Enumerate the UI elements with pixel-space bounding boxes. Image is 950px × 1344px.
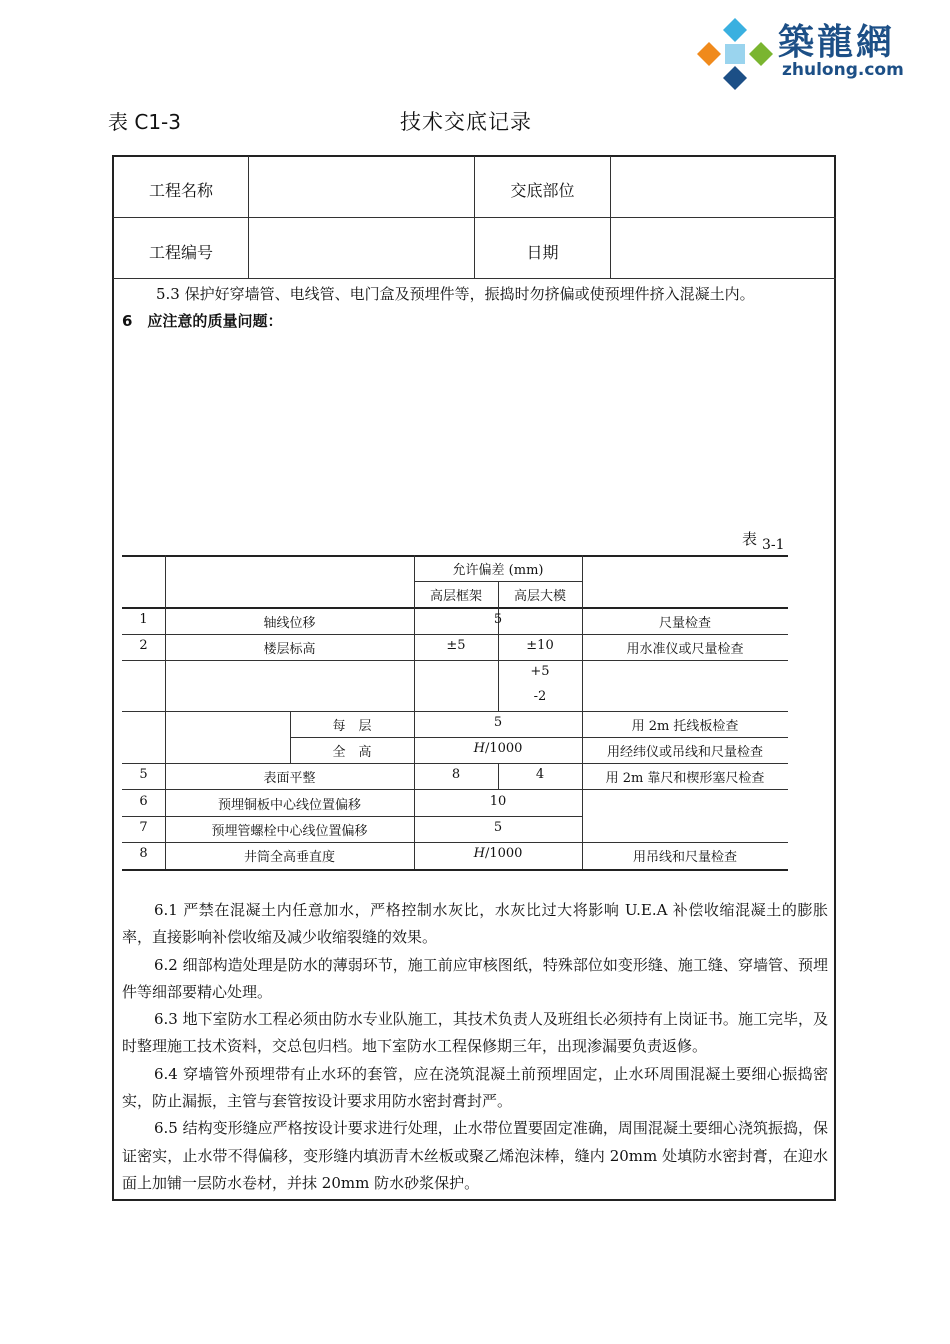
paragraph-5-3: 5.3 保护好穿墙管、电线管、电门盒及预埋件等，振捣时勿挤偏或使预埋件挤入混凝土内。 — [156, 285, 755, 303]
row4-each-floor-value: 5 — [493, 715, 503, 730]
row1-no: 1 — [139, 612, 148, 627]
row5-method: 用 2m 靠尺和楔形塞尺检查 — [605, 771, 765, 786]
location-label: 交底部位 — [510, 181, 575, 200]
section-6-heading: 6 应注意的质量问题： — [122, 312, 283, 330]
table-caption-prefix: 表 — [742, 530, 758, 548]
info-bottom-divider — [113, 278, 836, 279]
row2-frame: ±5 — [446, 638, 466, 653]
form-number: 表 C1-3 — [108, 110, 181, 134]
logo-center — [725, 44, 745, 64]
row8-no: 8 — [139, 846, 148, 861]
note-6-5: 6.5 结构变形缝应严格按设计要求进行处理，止水带位置要固定准确，周围混凝土要细心浇筑振捣，保证密实，止水带不得偏移，变形缝内填沥青木丝板或聚乙烯泡沫棒，缝内 20mm 处填防水密封膏，在迎水面上加铺一层防水卷材，并抹 20mm 防水砂浆保护。 — [122, 1119, 828, 1192]
table-bottom-rule — [122, 869, 788, 871]
col-high-rise-mould: 高层大模 — [513, 589, 566, 604]
row6-value: 10 — [489, 794, 507, 809]
logo-chinese-name: 築龍網 — [778, 22, 896, 63]
logo-diamond-bottom — [723, 66, 747, 90]
table-col-tol-divider — [582, 555, 583, 869]
row4-each-floor-method: 用 2m 托线板检查 — [631, 719, 739, 734]
zhulong-logo — [695, 12, 775, 92]
row2-no: 2 — [139, 638, 148, 653]
logo-diamond-top — [723, 18, 747, 42]
note-6-3: 6.3 地下室防水工程必须由防水专业队施工，其技术负责人及班组长必须持有上岗证书。施工完毕，及时整理施工技术资料，交总包归档。地下室防水工程保修期三年，出现渗漏要负责返修。 — [122, 1010, 828, 1056]
quality-notes — [122, 897, 828, 1197]
row8-value — [414, 846, 582, 861]
row5-mould: 4 — [535, 767, 545, 782]
row8-item: 井筒全高垂直度 — [243, 850, 335, 865]
row8-ratio: /1000 — [484, 846, 523, 861]
info-col-divider-3 — [610, 156, 611, 278]
col-high-rise-frame: 高层框架 — [429, 589, 482, 604]
note-6-1: 6.1 严禁在混凝土内任意加水，严格控制水灰比，水灰比过大将影响 U.E.A 补偿收缩混凝土的膨胀率，直接影响补偿收缩及减少收缩裂缝的效果。 — [122, 901, 828, 947]
project-name-label: 工程名称 — [148, 181, 213, 200]
row1-method: 尺量检查 — [658, 616, 711, 631]
table-row-rule-2 — [122, 660, 788, 661]
row2-item: 楼层标高 — [263, 642, 316, 657]
row3-mould-lower: -2 — [533, 689, 547, 704]
row2-method: 用水准仪或尺量检查 — [626, 642, 744, 657]
row4-h-symbol: H — [473, 741, 485, 756]
row6-item: 预埋铜板中心线位置偏移 — [217, 798, 361, 813]
table-row-rule-6 — [122, 789, 788, 790]
table-row-rule-4 — [290, 737, 788, 738]
note-6-2: 6.2 细部构造处理是防水的薄弱环节，施工前应审核图纸，特殊部位如变形缝、施工缝、穿墙管、预埋件等细部要精心处理。 — [122, 955, 828, 1001]
table-row-rule-1 — [122, 634, 788, 635]
table-top-rule — [122, 555, 788, 557]
project-number-label: 工程编号 — [148, 243, 213, 262]
info-col-divider-1 — [248, 156, 249, 278]
row5-item: 表面平整 — [263, 771, 316, 786]
table-header-rule — [122, 607, 788, 609]
row1-item: 轴线位移 — [263, 616, 316, 631]
row3-mould-upper: +5 — [530, 664, 550, 679]
note-6-4: 6.4 穿墙管外预埋带有止水环的套管，应在浇筑混凝土前预埋固定，止水环周围混凝土要细心振捣密实，防止漏振，主管与套管按设计要求用防水密封膏封严。 — [122, 1064, 828, 1111]
table-row-rule-8 — [122, 842, 788, 843]
date-label: 日期 — [526, 243, 559, 262]
row8-method: 用吊线和尺量检查 — [632, 850, 737, 865]
document-title: 技术交底记录 — [400, 110, 532, 134]
row4-sub-each-floor: 每 层 — [332, 719, 372, 734]
row7-value: 5 — [493, 820, 503, 835]
table-row-rule-3 — [122, 711, 788, 712]
row1-value: 5 — [493, 612, 503, 627]
row2-mould: ±10 — [526, 638, 554, 653]
row4-ratio: /1000 — [484, 741, 523, 756]
row5-frame: 8 — [451, 767, 461, 782]
table-row-rule-5 — [122, 763, 788, 764]
logo-domain: zhulong.com — [782, 60, 904, 80]
row6-no: 6 — [139, 794, 148, 809]
row4-full-height-method: 用经纬仪或吊线和尺量检查 — [606, 745, 763, 760]
row5-no: 5 — [139, 767, 148, 782]
row4-full-height-value — [414, 741, 582, 756]
logo-diamond-left — [697, 42, 721, 66]
row7-no: 7 — [139, 820, 148, 835]
tolerance-header: 允许偏差 (mm) — [452, 563, 544, 578]
row4-sub-full-height: 全 高 — [332, 745, 372, 760]
table-caption-number: 3-1 — [762, 537, 785, 553]
logo-diamond-right — [749, 42, 773, 66]
table-row-rule-7 — [122, 816, 582, 817]
row8-h-symbol: H — [473, 846, 485, 861]
row7-item: 预埋管螺栓中心线位置偏移 — [211, 824, 368, 839]
